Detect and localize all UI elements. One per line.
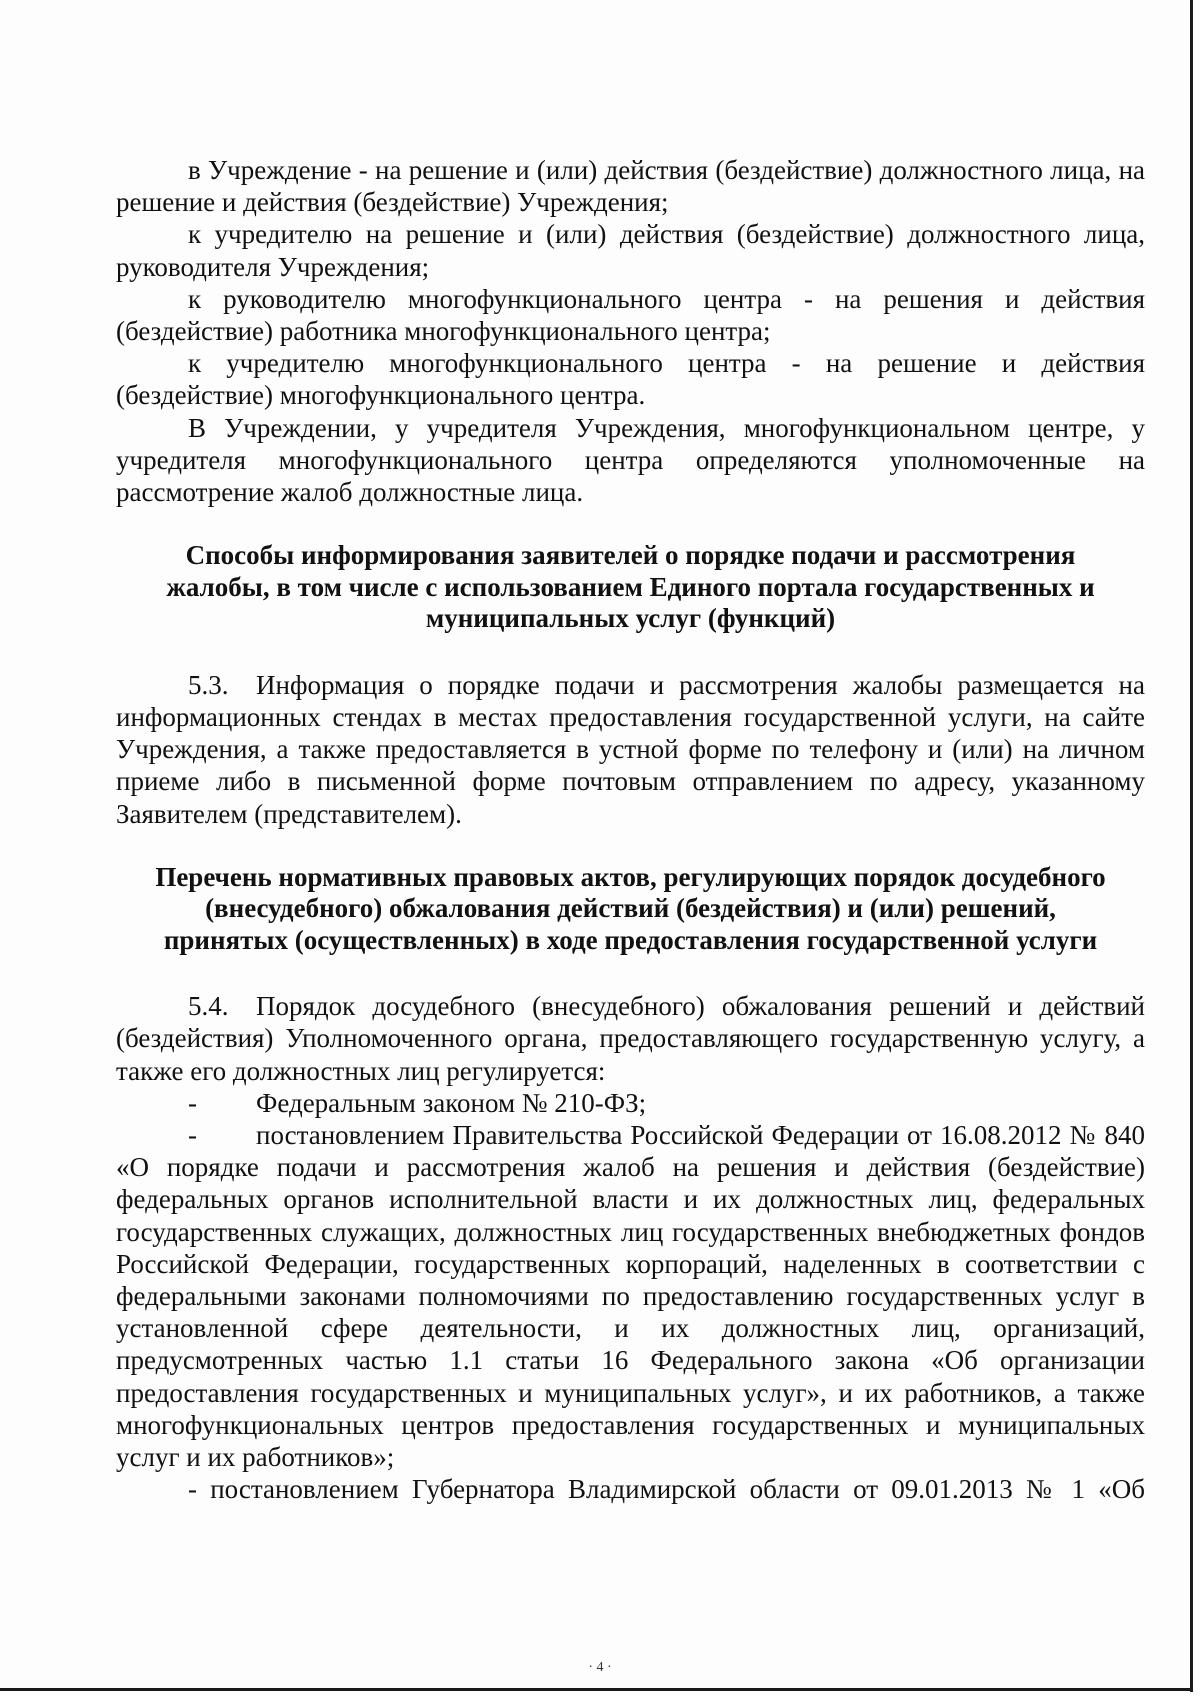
list-item bbox=[116, 1119, 1145, 1473]
section-heading: Способы информирования заявителей о порядке подачи и рассмотрения жалобы, в том числе с использованием Единого портала государственных и муниципальных услуг (функций) bbox=[166, 540, 1095, 634]
list-dash: - bbox=[188, 1087, 197, 1118]
list-item bbox=[116, 1087, 1145, 1119]
section-number: 5.4. bbox=[188, 991, 229, 1022]
list-item-text: Федеральным законом № 210-ФЗ; bbox=[256, 1087, 647, 1118]
page-number: · 4 · bbox=[588, 1660, 612, 1675]
section-text: Порядок досудебного (внесудебного) обжалования решений и действий (бездействия) Уполномоченного органа, предоставляющего государственную услугу, а также его должностных лиц регулируется: bbox=[116, 991, 1145, 1086]
list-item-text: постановлением Правительства Российской Федерации от 16.08.2012 № 840 «О порядке подачи и рассмотрения жалоб на решения и действия (бездействие) федеральных органов исполнительной власти и их должностных лиц, федеральных государственных служащих, должностных лиц государственных внебюджетных фондов Российской Федерации, государственных корпораций, наделенных в соответствии с федеральными законами полномочиями по предоставлению государственных услуг в установленной сфере деятельности, и их должностных лиц, организаций, предусмотренных частью 1.1 статьи 16 Федерального закона «Об организации предоставления государственных и муниципальных услуг», и их работников, а также многофункциональных центров предоставления государственных и муниципальных услуг и их работников»; bbox=[116, 1120, 1145, 1473]
section-5-3 bbox=[116, 669, 1145, 830]
paragraph: в Учреждение - на решение и (или) действия (бездействие) должностного лица, на решение и действия (бездействие) Учреждения; bbox=[116, 155, 1145, 218]
scan-border-bottom bbox=[0, 1688, 1193, 1691]
section-5-4 bbox=[116, 990, 1145, 1087]
scan-border-right bbox=[1190, 0, 1193, 1692]
document-body bbox=[116, 154, 1145, 1506]
list-dash: - bbox=[188, 1120, 197, 1151]
paragraph: к учредителю многофункционального центра - на решение и действия (бездействие) многофункционального центра. bbox=[116, 348, 1145, 411]
section-text: Информация о порядке подачи и рассмотрения жалобы размещается на информационных стендах в местах предоставления государственной услуги, на сайте Учреждения, а также предоставляется в устной форме по телефону и (или) на личном приеме либо в письменной форме почтовым отправлением по адресу, указанному Заявителем (представителем). bbox=[116, 669, 1145, 829]
paragraph: к учредителю на решение и (или) действия (бездействие) должностного лица, руководителя Учреждения; bbox=[116, 219, 1145, 282]
paragraph: к руководителю многофункционального центра - на решения и действия (бездействие) работника многофункционального центра; bbox=[116, 283, 1145, 347]
section-number: 5.3. bbox=[188, 669, 229, 700]
section-heading: Перечень нормативных правовых актов, регулирующих порядок досудебного (внесудебного) обжалования действий (бездействия) и (или) решений, принятых (осуществленных) в ходе предоставления государственной услуги bbox=[155, 861, 1106, 955]
paragraph-continued: - постановлением Губернатора Владимирской области от 09.01.2013 № 1 «Об bbox=[188, 1474, 1145, 1505]
paragraph: В Учреждении, у учредителя Учреждения, многофункциональном центре, у учредителя многофункционального центра определяются уполномоченные на рассмотрение жалоб должностные лица. bbox=[116, 412, 1145, 508]
